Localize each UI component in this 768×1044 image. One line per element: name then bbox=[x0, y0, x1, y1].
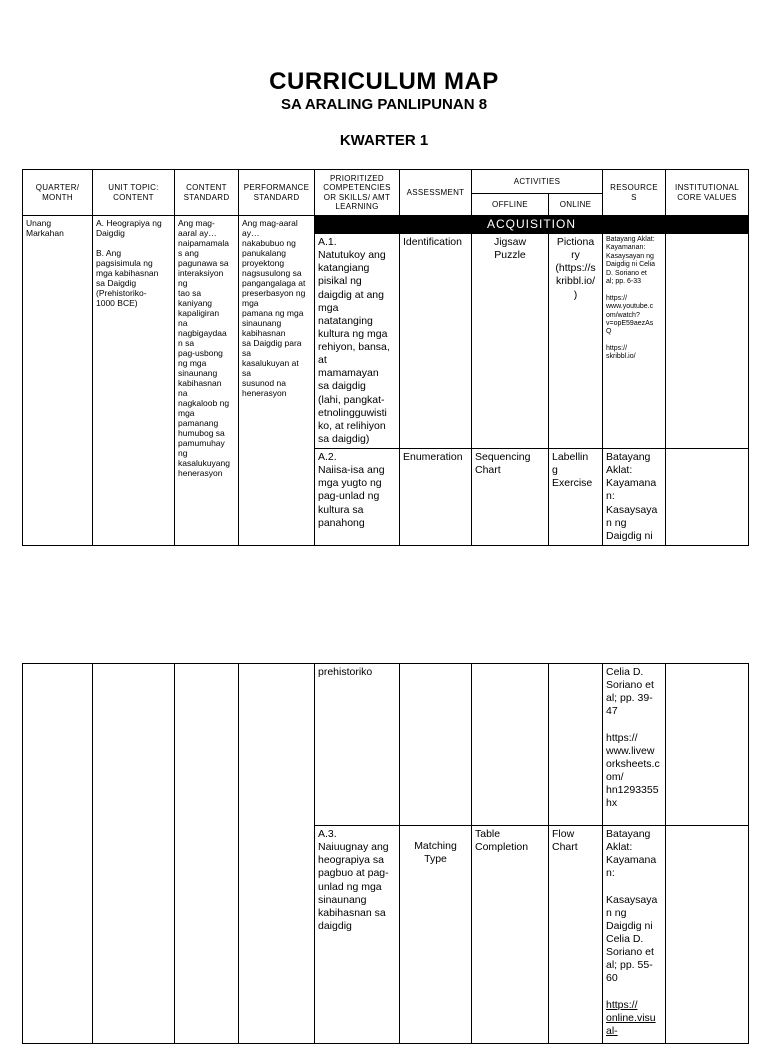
cell-unit-topic: A. Heograpiya ng Daigdig B. Ang pagsisimula ng mga kabihasnan sa Daigdig (Prehistoriko- 1000 BCE) bbox=[93, 216, 175, 546]
cell-a2-online: Labellin g Exercise bbox=[549, 449, 603, 546]
header-assessment: ASSESSMENT bbox=[400, 170, 472, 216]
cell-a1-competency: A.1. Natutukoy ang katangiang pisikal ng daigdig at ang mga natatanging kultura ng mga rehiyon, bansa, at mamamayan sa daigdig (lahi, pangkat- etnolingguwisti ko, at relihiyon sa daigdig) bbox=[315, 234, 400, 449]
cell-quarter-cont bbox=[23, 664, 93, 1044]
curriculum-table-page2 bbox=[22, 663, 749, 1044]
cell-a2-offline-cont bbox=[472, 664, 549, 826]
cell-a1-resources: Batayang Aklat: Kayamanan: Kasaysayan ng Daigdig ni Celia D. Soriano et al; pp. 6-33 https:// www.youtube.c om/watch? v=opE59aezAs Q https:// skribbl.io/ bbox=[603, 234, 666, 449]
cell-a3-core-values bbox=[666, 826, 749, 1044]
header-competencies: PRIORITIZED COMPETENCIES OR SKILLS/ AMT LEARNING bbox=[315, 170, 400, 216]
a3-resource-link[interactable]: https:// online.visu al- bbox=[606, 998, 656, 1037]
cell-a3-resources bbox=[603, 826, 666, 1044]
cell-unit-topic-cont bbox=[93, 664, 175, 1044]
cell-a3-competency: A.3. Naiuugnay ang heograpiya sa pagbuo at pag- unlad ng mga sinaunang kabihasnan sa daigdig bbox=[315, 826, 400, 1044]
cell-a2-core-values-cont bbox=[666, 664, 749, 826]
cell-a2-assessment-cont bbox=[400, 664, 472, 826]
cell-a3-online: Flow Chart bbox=[549, 826, 603, 1044]
header-content-standard: CONTENT STANDARD bbox=[175, 170, 239, 216]
header-activities: ACTIVITIES bbox=[472, 170, 603, 194]
cell-a1-assessment: Identification bbox=[400, 234, 472, 449]
cell-content-standard: Ang mag- aaral ay… naipamamala s ang pagunawa sa interaksiyon ng tao sa kaniyang kapaligiran na nagbigaydaa n sa pag-usbong ng mga sinaunang kabihasnan na nagkaloob ng mga pamanang humubog sa pamumuhay ng kasalukuyang henerasyon bbox=[175, 216, 239, 546]
cell-a1-core-values bbox=[666, 234, 749, 449]
header-quarter-month: QUARTER/ MONTH bbox=[23, 170, 93, 216]
cell-a2-offline: Sequencing Chart bbox=[472, 449, 549, 546]
cell-a2-resources: Batayang Aklat: Kayamana n: Kasaysaya n ng Daigdig ni bbox=[603, 449, 666, 546]
a3-resources-text: Batayang Aklat: Kayamana n: Kasaysaya n ng Daigdig ni Celia D. Soriano et al; pp. 55- 60 bbox=[606, 828, 658, 985]
header-offline: OFFLINE bbox=[472, 194, 549, 216]
cell-quarter: Unang Markahan bbox=[23, 216, 93, 546]
cell-performance-standard-cont bbox=[239, 664, 315, 1044]
header-performance-standard: PERFORMANCE STANDARD bbox=[239, 170, 315, 216]
header-unit-topic: UNIT TOPIC: CONTENT bbox=[93, 170, 175, 216]
header-resources: RESOURCE S bbox=[603, 170, 666, 216]
cell-performance-standard: Ang mag-aaral ay… nakabubuo ng panukalang proyektong nagsusulong sa pangangalaga at preserbasyon ng mga pamana ng mga sinaunang kabihasnan sa Daigdig para sa kasalukuyan at sa susunod na henerasyon bbox=[239, 216, 315, 546]
document-subtitle: SA ARALING PANLIPUNAN 8 bbox=[280, 96, 488, 113]
header-online: ONLINE bbox=[549, 194, 603, 216]
cell-a1-offline: Jigsaw Puzzle bbox=[472, 234, 549, 449]
header-core-values: INSTITUTIONAL CORE VALUES bbox=[666, 170, 749, 216]
cell-a1-online: Pictiona ry (https://s kribbl.io/ ) bbox=[549, 234, 603, 449]
acquisition-banner: ACQUISITION bbox=[315, 216, 749, 234]
cell-a2-online-cont bbox=[549, 664, 603, 826]
document-title: CURRICULUM MAP bbox=[269, 68, 499, 95]
cell-a2-core-values bbox=[666, 449, 749, 546]
cell-a2-assessment: Enumeration bbox=[400, 449, 472, 546]
cell-content-standard-cont bbox=[175, 664, 239, 1044]
cell-a2-competency: A.2. Naiisa-isa ang mga yugto ng pag-unlad ng kultura sa panahong bbox=[315, 449, 400, 546]
cell-a2-resources-cont: Celia D. Soriano et al; pp. 39- 47 https:// www.livew orksheets.c om/ hn1293355 hx bbox=[603, 664, 666, 826]
curriculum-table-page1 bbox=[22, 169, 749, 546]
quarter-heading: KWARTER 1 bbox=[339, 132, 429, 149]
cell-a3-assessment: Matching Type bbox=[400, 826, 472, 1044]
cell-a2-competency-cont: prehistoriko bbox=[315, 664, 400, 826]
cell-a3-offline: Table Completion bbox=[472, 826, 549, 1044]
